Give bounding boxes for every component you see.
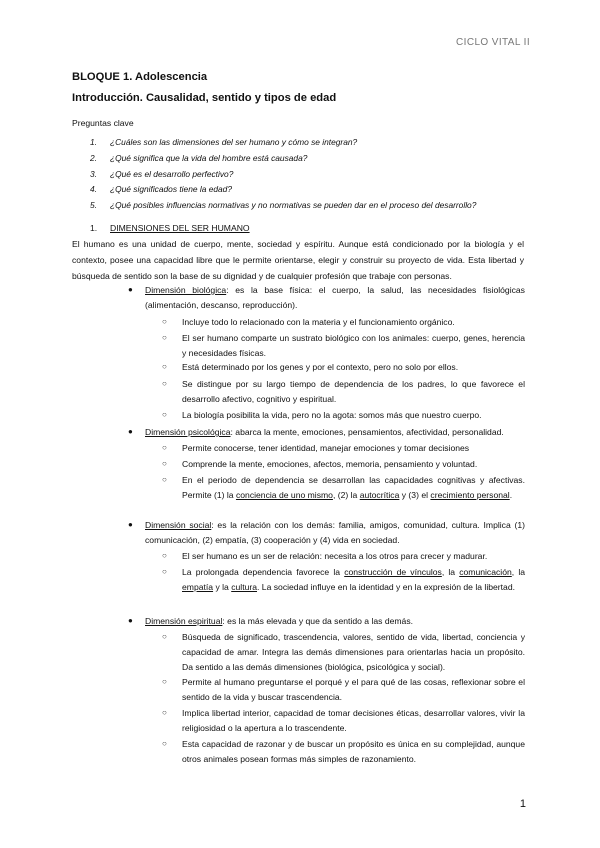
- list-item: Incluye todo lo relacionado con la materia y el funcionamiento orgánico.: [182, 317, 455, 327]
- sub-bullet-icon: ○: [162, 708, 167, 717]
- section-subtitle: Introducción. Causalidad, sentido y tipos de edad: [72, 92, 337, 104]
- page-number: 1: [519, 798, 526, 810]
- sub-bullet-icon: ○: [162, 739, 167, 748]
- sub-bullet-icon: ○: [162, 379, 167, 388]
- sub-bullet-icon: ○: [162, 317, 167, 326]
- list-item: Comprende la mente, emociones, afectos, memoria, pensamiento y voluntad.: [182, 459, 478, 469]
- list-item: Permite conocerse, tener identidad, manejar emociones y tomar decisiones: [182, 443, 470, 453]
- list-item: Se distingue por su largo tiempo de dependencia de los padres, lo que favorece el desarrollo afectivo, cognitivo y espiritual.: [182, 379, 525, 404]
- bullet-icon: ●: [128, 285, 133, 294]
- dimension-biologica: Dimensión biológica: es la base física: el cuerpo, la salud, las necesidades fisiológicas (alimentación, descanso, reproducción).: [145, 285, 525, 310]
- dimension-psicologica: Dimensión psicológica: abarca la mente, emociones, pensamientos, afectividad, personalidad.: [145, 427, 504, 437]
- sub-bullet-icon: ○: [162, 362, 167, 371]
- dimension-espiritual: Dimensión espiritual: es la más elevada y que da sentido a las demás.: [145, 616, 413, 626]
- sub-bullet-icon: ○: [162, 459, 167, 468]
- page-header: CICLO VITAL II: [456, 37, 530, 48]
- bullet-icon: ●: [128, 427, 133, 436]
- sub-bullet-icon: ○: [162, 410, 167, 419]
- list-item: Implica libertad interior, capacidad de tomar decisiones éticas, desarrollar valores, vivir la religiosidad o la apertura a lo trascendente.: [182, 708, 525, 733]
- block-title: BLOQUE 1. Adolescencia: [72, 71, 208, 83]
- sub-bullet-icon: ○: [162, 443, 167, 452]
- list-item: En el periodo de dependencia se desarrollan las capacidades cognitivas y afectivas. Permite (1) la conciencia de uno mismo, (2) la autocrítica y (3) el crecimiento personal.: [182, 475, 525, 500]
- questions-title: Preguntas clave: [72, 118, 134, 128]
- list-item: El ser humano comparte un sustrato biológico con los animales: cuerpo, genes, herencia y necesidades físicas.: [182, 333, 525, 358]
- question-item: 2. ¿Qué significa que la vida del hombre está causada?: [90, 153, 308, 163]
- list-item: Esta capacidad de razonar y de buscar un propósito es única en su complejidad, aunque otros animales posean formas más simples de razonamiento.: [182, 739, 525, 764]
- question-item: 1. ¿Cuáles son las dimensiones del ser humano y cómo se integran?: [90, 137, 358, 147]
- bullet-icon: ●: [128, 520, 133, 529]
- question-item: 3. ¿Qué es el desarrollo perfectivo?: [90, 169, 234, 179]
- question-item: 5. ¿Qué posibles influencias normativas y no normativas se pueden dar en el proceso del desarrollo?: [90, 200, 477, 210]
- list-item: Está determinado por los genes y por el contexto, pero no solo por ellos.: [182, 362, 459, 372]
- bullet-icon: ●: [128, 616, 133, 625]
- sub-bullet-icon: ○: [162, 551, 167, 560]
- sub-bullet-icon: ○: [162, 567, 167, 576]
- list-item: La prolongada dependencia favorece la construcción de vínculos, la comunicación, la empatía y la cultura. La sociedad influye en la identidad y en la expresión de la libertad.: [182, 567, 526, 592]
- sub-bullet-icon: ○: [162, 632, 167, 641]
- sub-bullet-icon: ○: [162, 677, 167, 686]
- section-heading: 1. DIMENSIONES DEL SER HUMANO: [90, 223, 250, 233]
- list-item: La biología posibilita la vida, pero no la agota: somos más que nuestro cuerpo.: [182, 410, 482, 420]
- sub-bullet-icon: ○: [162, 475, 167, 484]
- sub-bullet-icon: ○: [162, 333, 167, 342]
- intro-paragraph: El humano es una unidad de cuerpo, mente, sociedad y espíritu. Aunque está condicionado por la biología y el contexto, posee una capacidad libre que le permite orientarse, elegir y construir su proyecto de vida. Esta libertad y búsqueda de sentido son la base de su dignidad y de cualquier profesión que trabaje con personas.: [72, 239, 524, 281]
- dimension-social: Dimensión social: es la relación con los demás: familia, amigos, comunidad, cultura. Implica (1) comunicación, (2) empatía, (3) cooperación y (4) vida en sociedad.: [145, 520, 525, 545]
- list-item: El ser humano es un ser de relación: necesita a los otros para crecer y madurar.: [182, 551, 488, 561]
- list-item: Búsqueda de significado, trascendencia, valores, sentido de vida, libertad, conciencia y capacidad de amar. Integra las demás dimensiones para orientarlas hacia un propósito. Da sentido a las demás dimensiones (biológica, psicológica y social).: [182, 632, 525, 672]
- list-item: Permite al humano preguntarse el porqué y el para qué de las cosas, reflexionar sobre el sentido de la vida y buscar trascendencia.: [182, 677, 525, 702]
- question-item: 4. ¿Qué significados tiene la edad?: [90, 184, 232, 194]
